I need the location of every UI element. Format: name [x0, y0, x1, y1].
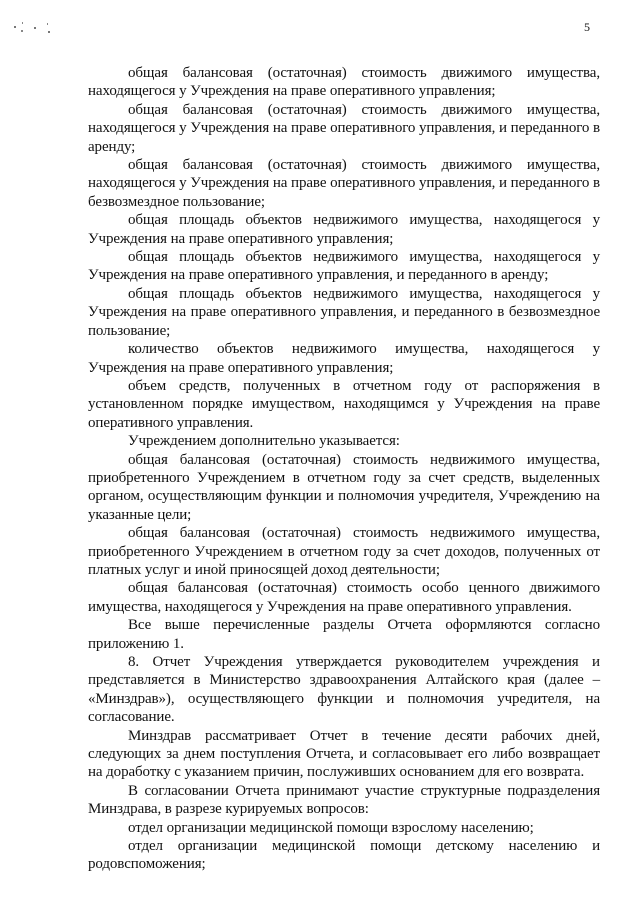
paragraph: 8. Отчет Учреждения утверждается руководителем учреждения и представляется в Министерство здравоохранения Алтайского края (далее – «Минздрав»), осуществляющего функции и полномочия учредителя, на согласование. — [88, 654, 600, 726]
paragraph: общая балансовая (остаточная) стоимость движимого имущества, находящегося у Учреждения на праве оперативного управления; — [88, 65, 600, 100]
paragraph: общая площадь объектов недвижимого имущества, находящегося у Учреждения на праве оперативного управления, и переданного в безвозмездное пользование; — [88, 285, 600, 339]
paragraph: общая площадь объектов недвижимого имущества, находящегося у Учреждения на праве оперативного управления, и переданного в аренду; — [88, 249, 600, 284]
paragraph: общая площадь объектов недвижимого имущества, находящегося у Учреждения на праве оперативного управления; — [88, 212, 600, 247]
scan-marks — [12, 18, 62, 40]
paragraph: количество объектов недвижимого имущества, находящегося у Учреждения на праве оперативного управления; — [88, 341, 600, 376]
paragraph: Все выше перечисленные разделы Отчета оформляются согласно приложению 1. — [88, 617, 600, 652]
paragraph: Минздрав рассматривает Отчет в течение десяти рабочих дней, следующих за днем поступления Отчета, и согласовывает его либо возвращает на доработку с указанием причин, послуживших основанием для его возврата. — [88, 727, 600, 781]
paragraph: Учреждением дополнительно указывается: — [128, 433, 400, 450]
paragraph: отдел организации медицинской помощи взрослому населению; — [128, 819, 534, 836]
paragraph: общая балансовая (остаточная) стоимость движимого имущества, находящегося у Учреждения на праве оперативного управления, и переданного в безвозмездное пользование; — [88, 157, 600, 210]
document-body — [88, 64, 600, 874]
paragraph: В согласовании Отчета принимают участие структурные подразделения Минздрава, в разрезе курируемых вопросов: — [88, 782, 600, 818]
paragraph: общая балансовая (остаточная) стоимость движимого имущества, находящегося у Учреждения на праве оперативного управления, и переданного в аренду; — [88, 101, 600, 155]
paragraph: общая балансовая (остаточная) стоимость недвижимого имущества, приобретенного Учреждением в отчетном году за счет средств, выделенных органом, осуществляющим функции и полномочия учредителя, Учреждению на указанные цели; — [88, 451, 600, 523]
paragraph: объем средств, полученных в отчетном году от распоряжения в установленном порядке имуществом, находящимся у Учреждения на праве оперативного управления. — [88, 377, 600, 431]
paragraph: общая балансовая (остаточная) стоимость особо ценного движимого имущества, находящегося у Учреждения на праве оперативного управления. — [88, 580, 600, 615]
page-number: 5 — [584, 20, 590, 34]
paragraph: отдел организации медицинской помощи детскому населению и родовспоможения; — [88, 838, 600, 873]
paragraph: общая балансовая (остаточная) стоимость недвижимого имущества, приобретенного Учреждением в отчетном году за счет доходов, полученных от платных услуг и иной приносящей доход деятельности; — [88, 525, 600, 578]
